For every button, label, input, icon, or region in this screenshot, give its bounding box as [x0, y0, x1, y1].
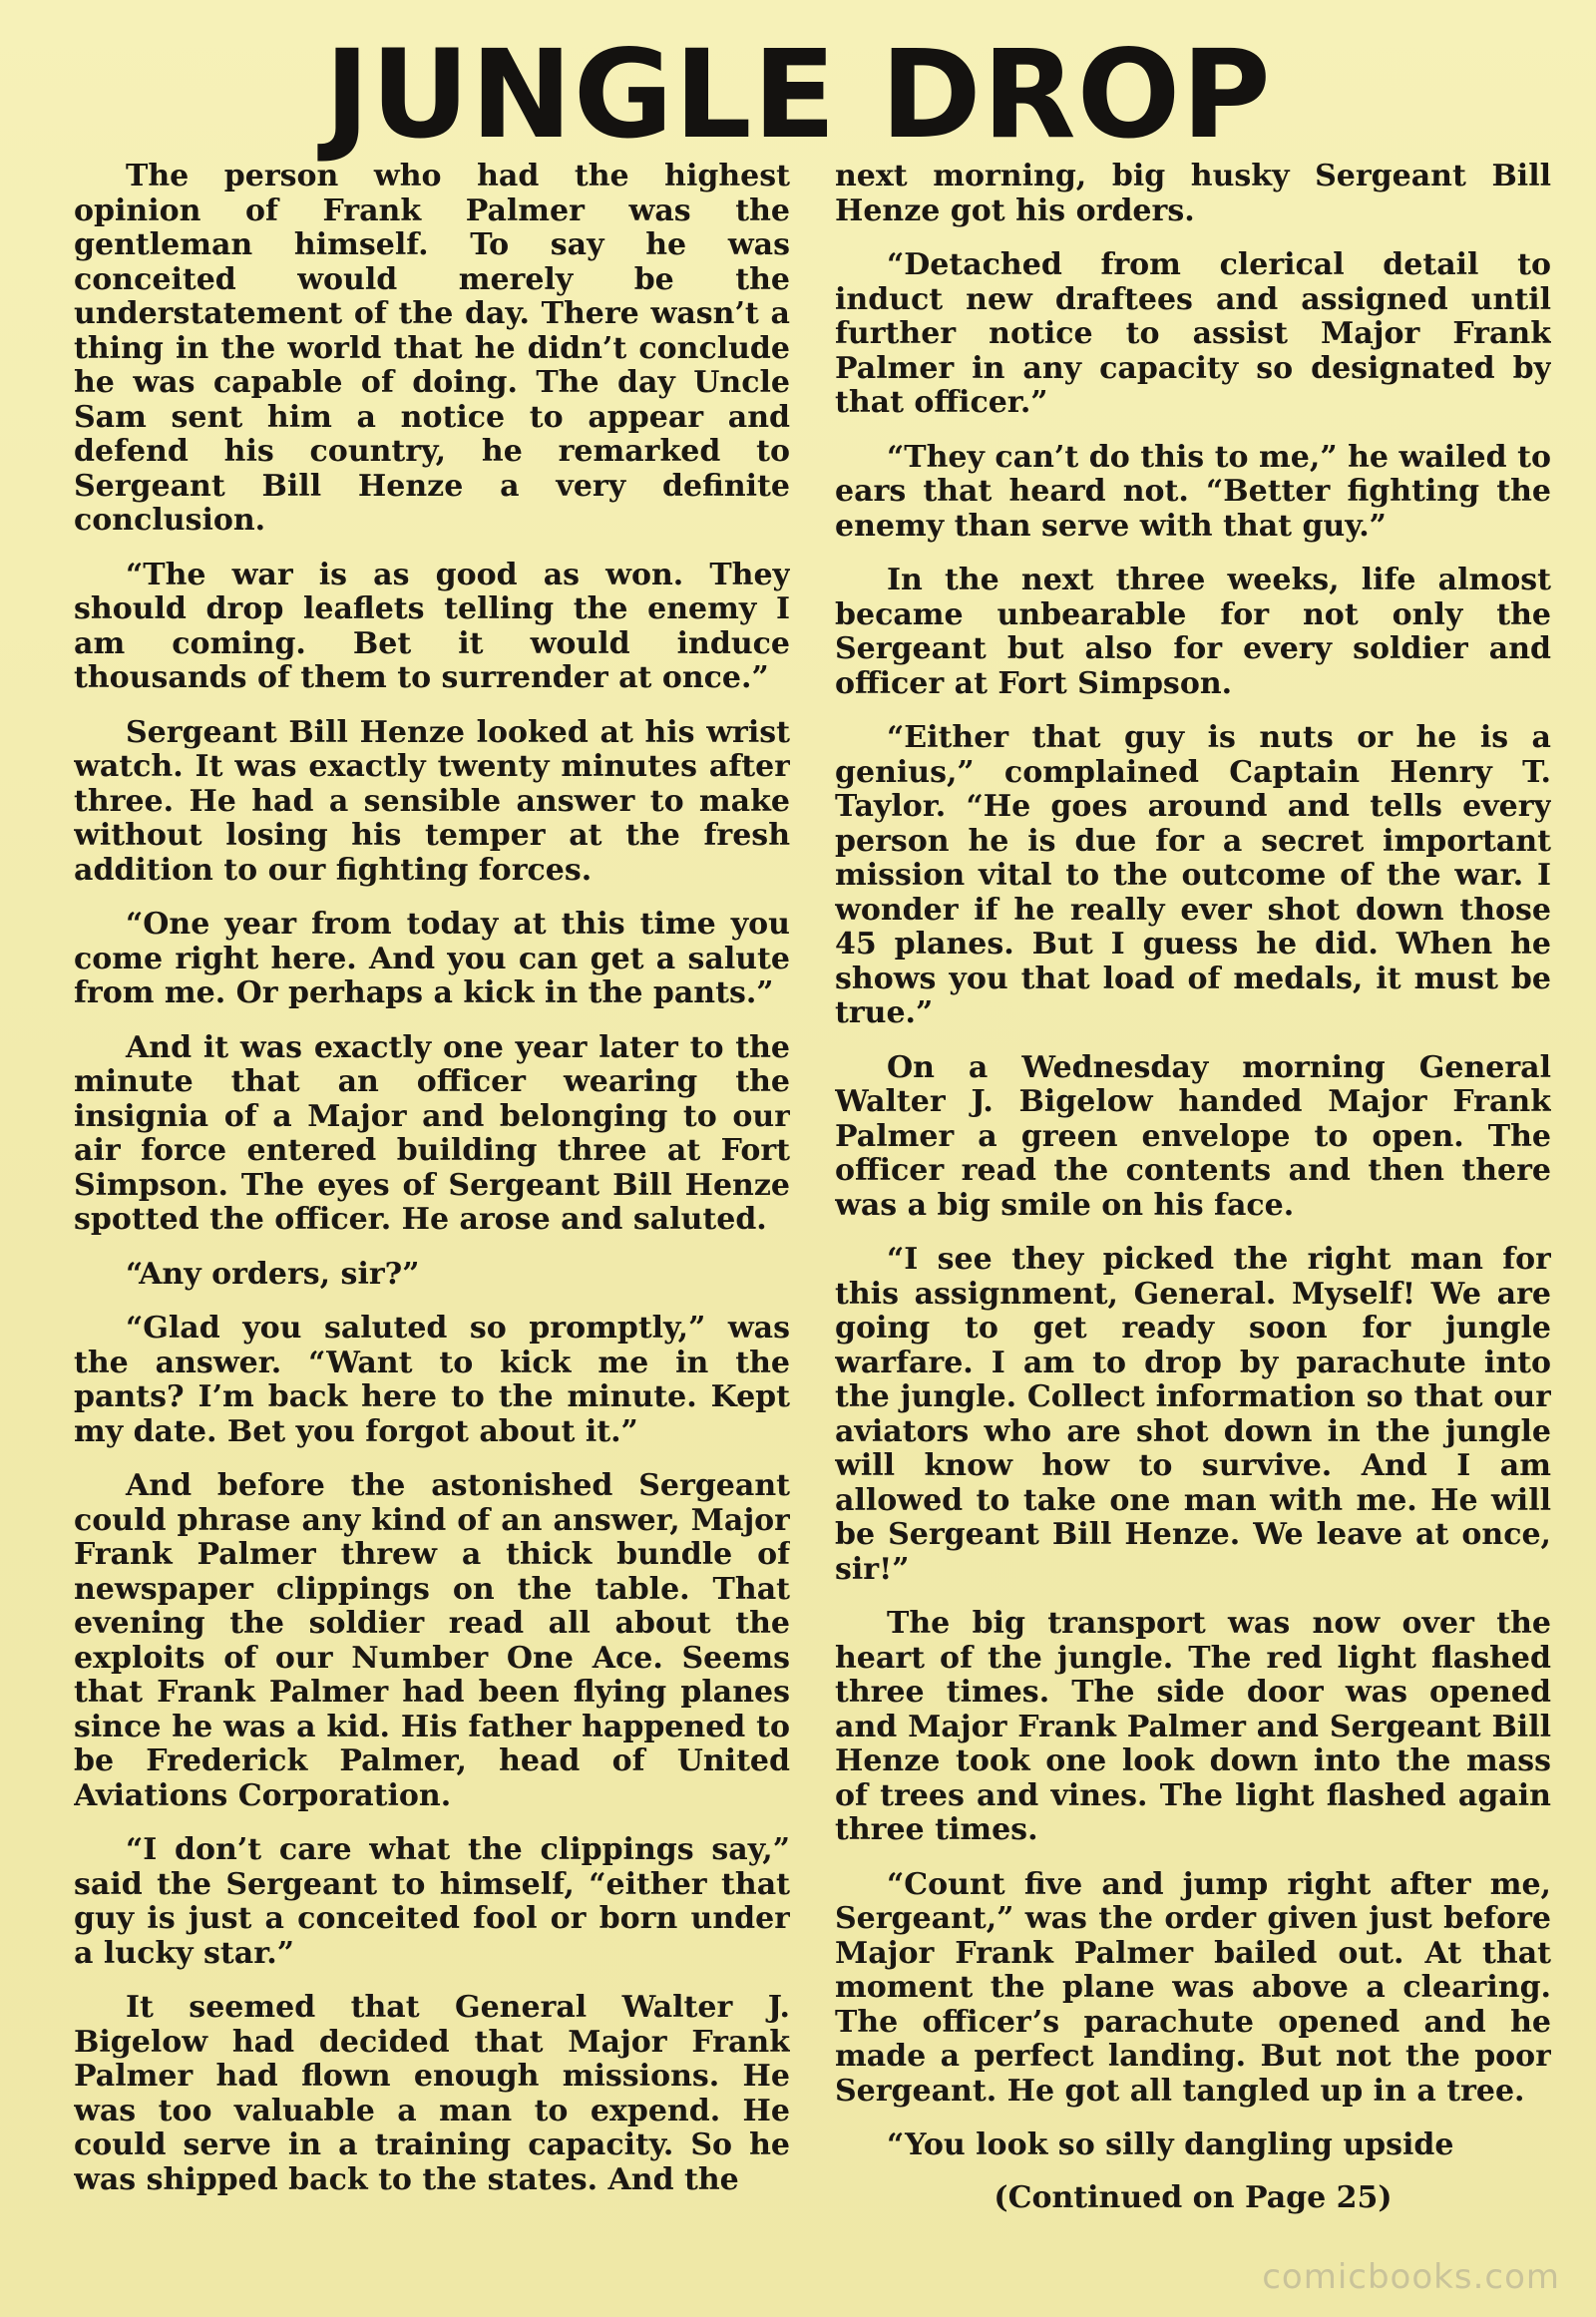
paragraph: It seemed that General Walter J. Bigelow had decided that Major Frank Palmer had flown enough missions. He was too valuable a man to expend. He could serve in a training capacity. So he was shipped back to the states. And the	[74, 1990, 790, 2197]
paragraph: “They can’t do this to me,” he wailed to ears that heard not. “Better fighting the enemy than serve with that guy.”	[835, 439, 1551, 544]
watermark: comicbooks.com	[1262, 2257, 1560, 2297]
paragraph: The person who had the highest opinion of Frank Palmer was the gentleman himself. To say he was conceited would merely be the understatement of the day. There wasn’t a thing in the world that he didn’t conclude he was capable of doing. The day Uncle Sam sent him a notice to appear and defend his country, he remarked to Sergeant Bill Henze a very definite conclusion.	[74, 160, 790, 538]
right-text-column	[835, 160, 1551, 2214]
paragraph: “Either that guy is nuts or he is a genius,” complained Captain Henry T. Taylor. “He goes around and tells every person he is due for a secret important mission vital to the outcome of the war. I wonder if he really ever shot down those 45 planes. But I guess he did. When he shows you that load of medals, it must be true.”	[835, 720, 1551, 1030]
paragraph: “You look so silly dangling upside	[887, 2127, 1454, 2162]
paragraph: In the next three weeks, life almost became unbearable for not only the Sergeant but also for every soldier and officer at Fort Simpson.	[835, 563, 1551, 701]
continued-note: (Continued on Page 25)	[994, 2179, 1393, 2214]
paragraph: “I see they picked the right man for this assignment, General. Myself! We are going to get ready soon for jungle warfare. I am to drop by parachute into the jungle. Collect information so that our aviators who are shot down in the jungle will know how to survive. And I am allowed to take one man with me. He will be Sergeant Bill Henze. We leave at once, sir!”	[835, 1242, 1551, 1587]
paragraph: “I don’t care what the clippings say,” said the Sergeant to himself, “either that guy is just a conceited fool or born under a lucky star.”	[74, 1832, 790, 1971]
paragraph: Sergeant Bill Henze looked at his wrist watch. It was exactly twenty minutes after three. He had a sensible answer to make without losing his temper at the fresh addition to our fighting forces.	[74, 714, 790, 888]
paragraph: And before the astonished Sergeant could phrase any kind of an answer, Major Frank Palmer threw a thick bundle of newspaper clippings on the table. That evening the soldier read all about the exploits of our Number One Ace. Seems that Frank Palmer had been flying planes since he was a kid. His father happened to be Frederick Palmer, head of United Aviations Corporation.	[74, 1468, 790, 1813]
paragraph: next morning, big husky Sergeant Bill Henze got his orders.	[835, 160, 1551, 228]
paragraph: “One year from today at this time you come right here. And you can get a salute from me. Or perhaps a kick in the pants.”	[74, 907, 790, 1010]
left-text-column	[74, 160, 790, 2214]
story-title: JUNGLE DROP	[324, 24, 1272, 166]
paragraph: “Glad you saluted so promptly,” was the answer. “Want to kick me in the pants? I’m back here to the minute. Kept my date. Bet you forgot about it.”	[74, 1311, 790, 1449]
paragraph: “Any orders, sir?”	[126, 1256, 420, 1292]
paragraph: “Count five and jump right after me, Sergeant,” was the order given just before Major Frank Palmer bailed out. At that moment the plane was above a clearing. The officer’s parachute opened and he made a perfect landing. But not the poor Sergeant. He got all tangled up in a tree.	[835, 1866, 1551, 2109]
paragraph: And it was exactly one year later to the minute that an officer wearing the insignia of a Major and belonging to our air force entered building three at Fort Simpson. The eyes of Sergeant Bill Henze spotted the officer. He arose and saluted.	[74, 1029, 790, 1237]
paragraph: On a Wednesday morning General Walter J. Bigelow handed Major Frank Palmer a green envelope to open. The officer read the contents and then there was a big smile on his face.	[835, 1049, 1551, 1223]
paragraph: “Detached from clerical detail to induct new draftees and assigned until further notice to assist Major Frank Palmer in any capacity so designated by that officer.”	[835, 247, 1551, 420]
paragraph: The big transport was now over the heart of the jungle. The red light flashed three times. The side door was opened and Major Frank Palmer and Sergeant Bill Henze took one look down into the mass of trees and vines. The light flashed again three times.	[835, 1606, 1551, 1847]
paragraph: “The war is as good as won. They should drop leaflets telling the enemy I am coming. Bet it would induce thousands of them to surrender at once.”	[74, 557, 790, 695]
